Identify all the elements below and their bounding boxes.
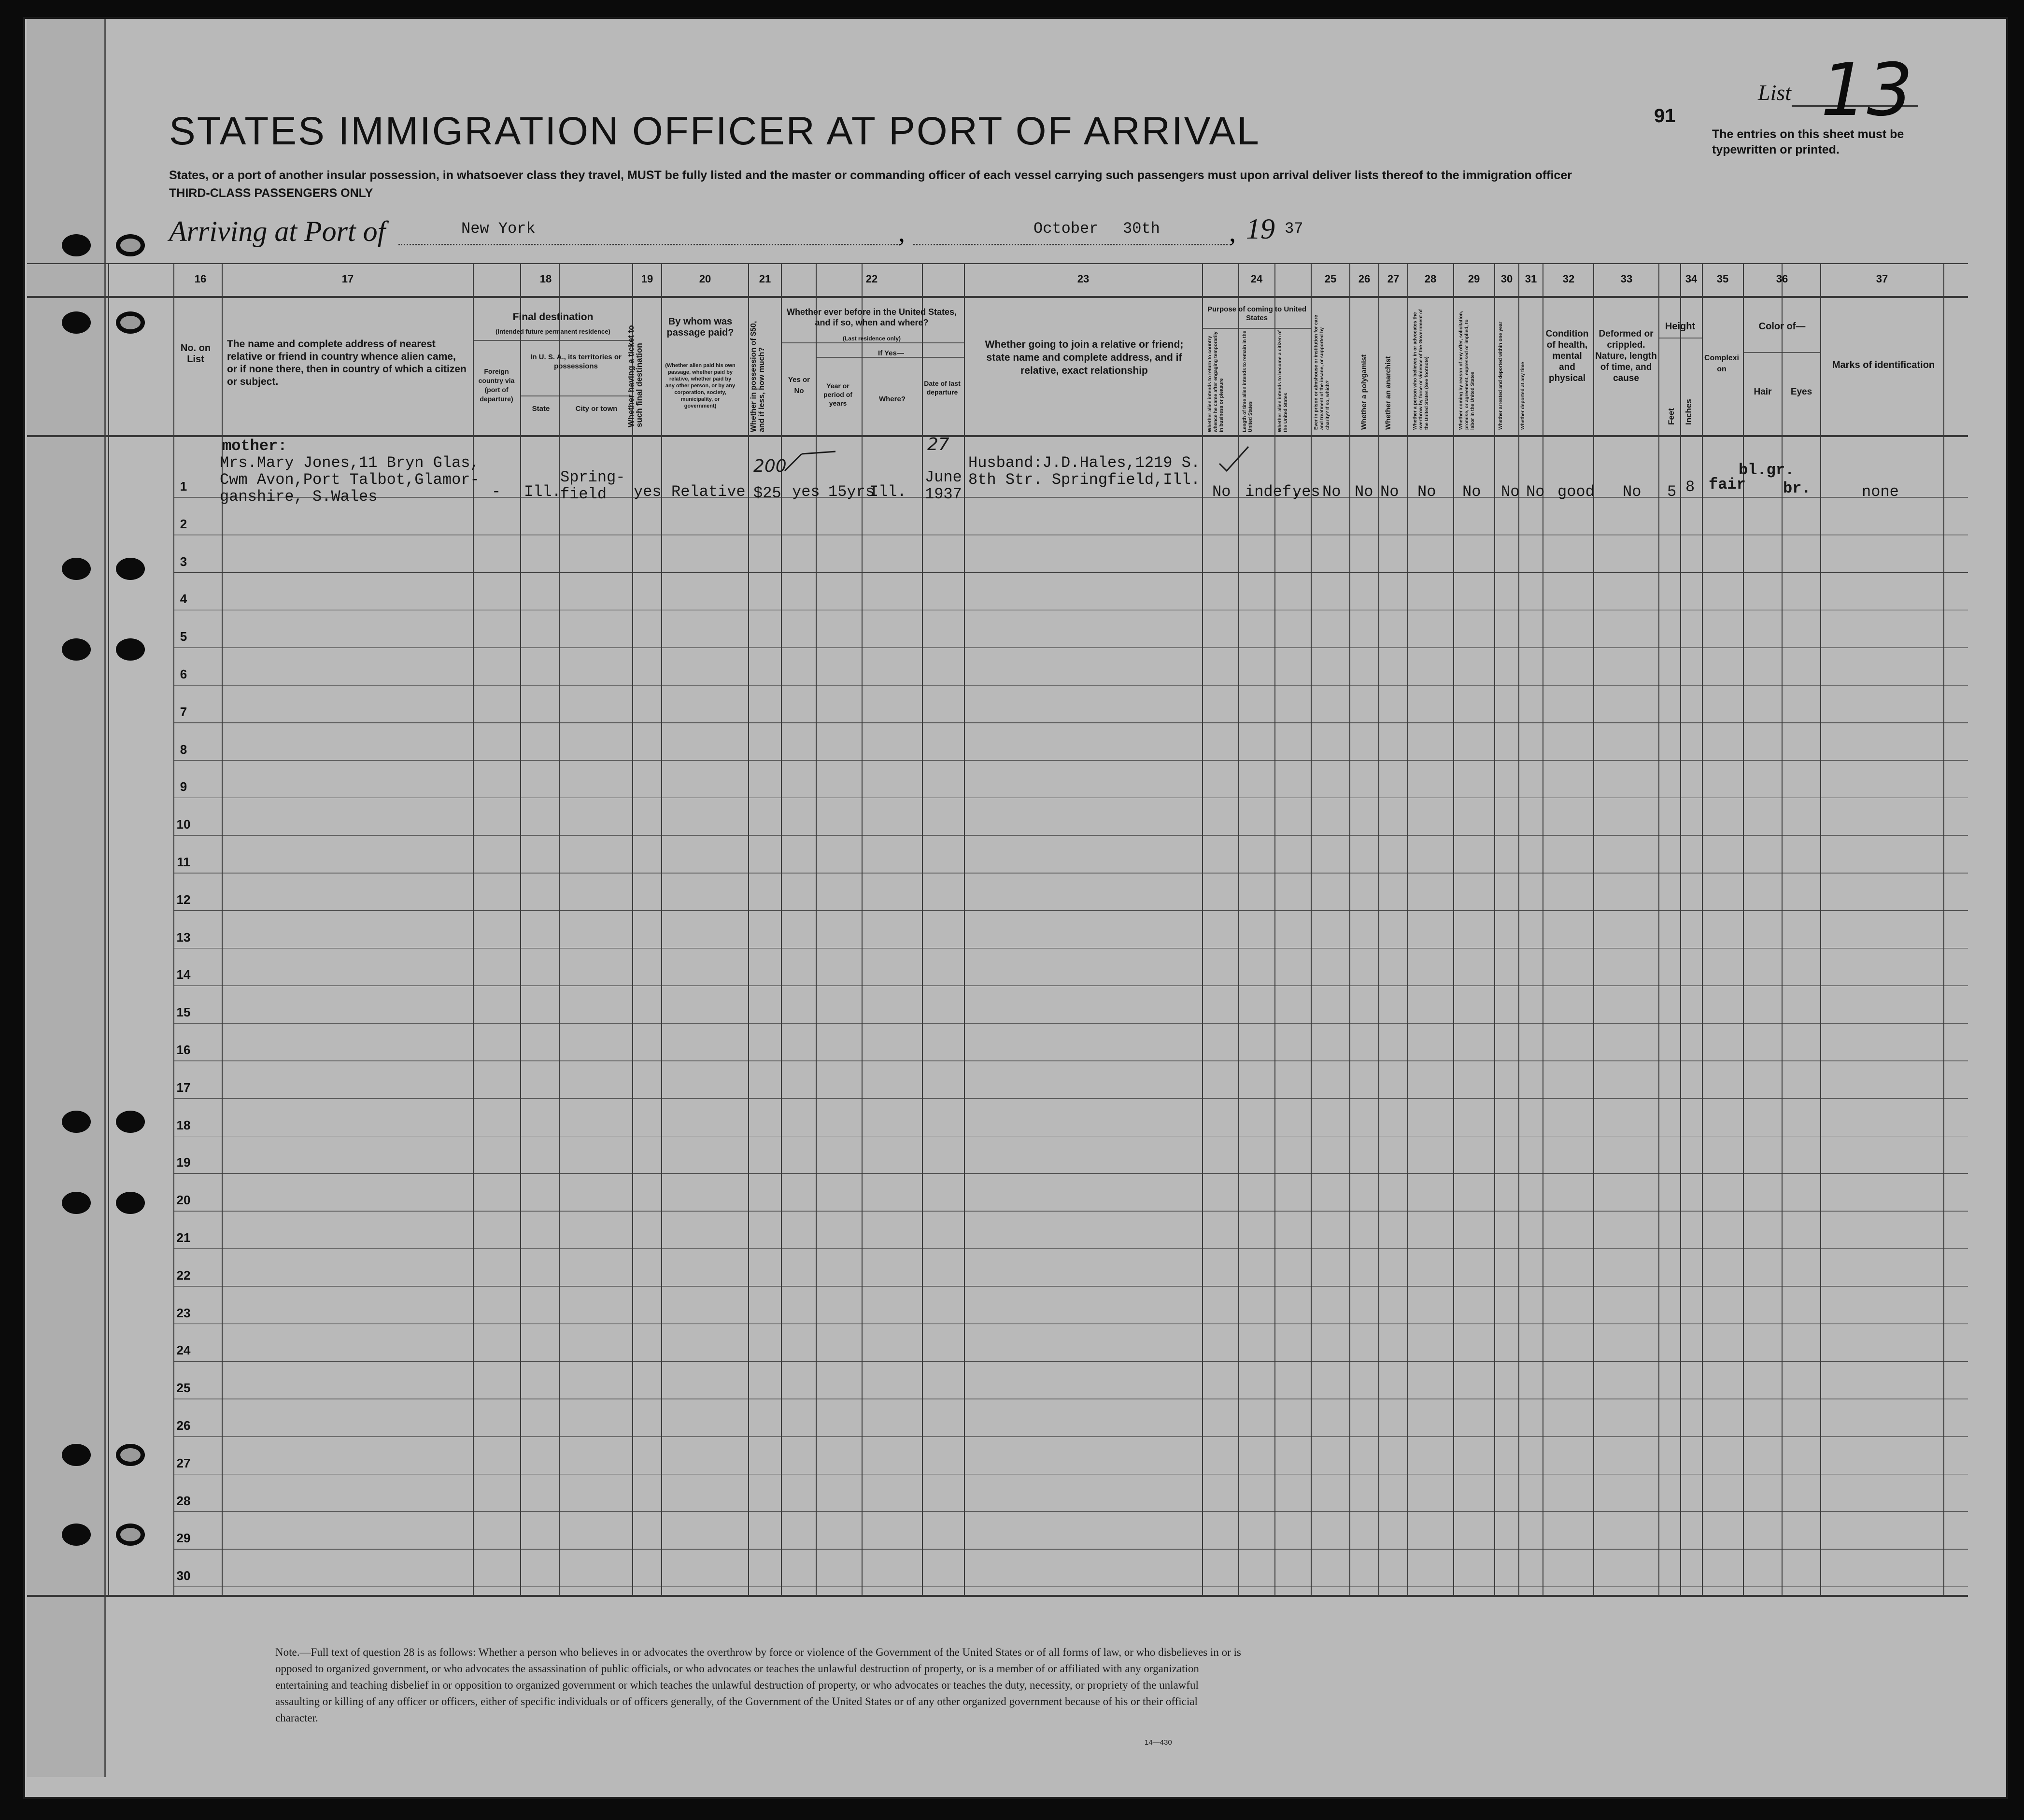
relative-address-line2: Cwm Avon,Port Talbot,Glamor- <box>220 471 480 489</box>
header-col31: Whether deported at any time <box>1520 362 1526 430</box>
city-value-line1: Spring- <box>560 468 625 486</box>
row-number: 18 <box>176 1117 191 1132</box>
page-title: STATES IMMIGRATION OFFICER AT PORT OF ARRIVAL <box>169 109 1260 153</box>
row-number: 29 <box>176 1531 191 1546</box>
header-col18-usa: In U. S. A., its territories or possessions <box>530 353 622 370</box>
header-col37: Marks of identification <box>1832 360 1935 370</box>
row-number: 12 <box>176 892 191 907</box>
row-number: 8 <box>180 742 187 757</box>
column-number: 21 <box>759 273 771 285</box>
header-col30: Whether arrested and deported within one year <box>1498 322 1503 430</box>
column-number: 18 <box>539 273 552 285</box>
binder-hole <box>62 234 91 256</box>
health-value: good <box>1557 483 1595 501</box>
header-col24-b: Length of time alien intends to remain in the United States <box>1242 330 1253 432</box>
contract-labor-value: No <box>1462 483 1481 501</box>
row-number: 27 <box>176 1455 191 1470</box>
binder-hole <box>116 234 145 256</box>
state-value: Ill. <box>524 483 561 501</box>
header-col36-eyes: Eyes <box>1790 387 1812 397</box>
overthrow-value: No <box>1417 483 1436 501</box>
row-number: 21 <box>176 1230 191 1245</box>
deported-1yr-value: No <box>1501 483 1520 501</box>
column-number: 29 <box>1468 273 1480 285</box>
comma: , <box>1229 218 1236 248</box>
column-number: 34 <box>1685 273 1698 285</box>
typewritten-note: The entries on this sheet must be typewritten or printed. <box>1712 127 1904 156</box>
marks-value: none <box>1862 483 1899 501</box>
header-col24-c: Whether alien intends to become a citizen of the United States <box>1277 330 1288 432</box>
header-col36: Color of— <box>1758 321 1806 332</box>
departure-day-handwritten: 27 <box>927 435 949 454</box>
column-number: 23 <box>1077 273 1090 285</box>
header-col24: Purpose of coming to United States <box>1207 305 1306 322</box>
form-code: 14—430 <box>1145 1738 1172 1747</box>
complexion-value: fair <box>1709 476 1746 494</box>
checkmark <box>782 449 840 478</box>
relative-label: mother: <box>222 437 287 455</box>
checkmark <box>1217 444 1251 473</box>
return-value: No <box>1212 483 1231 501</box>
row-number: 14 <box>176 967 191 982</box>
header-col22-ifyes: If Yes— <box>878 349 904 357</box>
header-col29: Whether coming by reason of any offer, solicitation, promise, or agreement, expressed or implied, to labor in the United States <box>1458 310 1475 430</box>
deported-value: No <box>1526 483 1545 501</box>
footnote: Note.—Full text of question 28 is as follows: Whether a person who believes in or advocates the overthrow by force or violence of the Government of the United States or of all forms of law, or who disbelieves in or is opposed to organized government, or who advocates the assassination of public officials, or who advocates or teaches the unlawful destruction of property, or is a member of or affiliated with any organization entertaining and teaching disbelief in or opposition to organized government or which teaches the unlawful destruction of property, or who advocates or teaches the duty, necessity, or propriety of the unlawful assaulting or killing of any officer or officers, either of specific individuals or of officers generally, of the Government of the United States or of any other organized government because of his or their official character. <box>275 1646 1241 1724</box>
joining-line2: 8th Str. Springfield,Ill. <box>968 471 1201 489</box>
sheet-number: 91 <box>1654 105 1676 127</box>
column-number: 35 <box>1716 273 1729 285</box>
header-col18-city: City or town <box>575 405 618 413</box>
arriving-label: Arriving at Port of <box>169 215 386 247</box>
column-number: 17 <box>341 273 354 285</box>
joining-line1: Husband:J.D.Hales,1219 S. <box>968 454 1201 472</box>
departure-month-value: June <box>925 468 962 486</box>
row-number: 1 <box>180 479 187 494</box>
row-number: 30 <box>176 1568 191 1583</box>
header-col32: Condition of health, mental and physical <box>1545 329 1589 383</box>
day-value: 30th <box>1123 220 1160 238</box>
row-number: 22 <box>176 1268 191 1283</box>
row-number: 7 <box>180 704 187 719</box>
inches-value: 8 <box>1685 478 1695 496</box>
row-number: 24 <box>176 1343 191 1358</box>
row-number: 10 <box>176 817 191 832</box>
eyes-value: br. <box>1783 480 1811 497</box>
header-col36-hair: Hair <box>1754 387 1772 397</box>
row-number: 25 <box>176 1381 191 1396</box>
row-number: 11 <box>177 854 190 869</box>
row-number: 20 <box>176 1193 191 1208</box>
header-col26: Whether a polygamist <box>1360 354 1368 430</box>
column-number: 20 <box>699 273 711 285</box>
foreign-country-value: - <box>492 483 501 501</box>
year-prefix: 19 <box>1246 213 1275 245</box>
header-col21: Whether in possession of $50, and if less, how much? <box>750 321 766 432</box>
feet-value: 5 <box>1667 483 1677 501</box>
header-col18-state: State <box>532 405 550 413</box>
header-col20: By whom was passage paid? <box>666 316 734 338</box>
column-number: 24 <box>1250 273 1263 285</box>
row-number: 26 <box>176 1418 191 1433</box>
header-col33: Deformed or crippled. Nature, length of time, and cause <box>1595 329 1657 383</box>
header-col20-sub: (Whether alien paid his own passage, whether paid by relative, whether paid by any other person, or by any corporation, society, municipality, or government) <box>665 363 736 409</box>
money-handwritten: 200 <box>753 456 787 476</box>
column-number: 25 <box>1324 273 1337 285</box>
column-number: 33 <box>1620 273 1633 285</box>
month-value: October <box>1033 220 1099 238</box>
row-number: 13 <box>176 930 191 945</box>
port-value: New York <box>461 220 536 238</box>
column-number: 36 <box>1776 273 1788 285</box>
row-number: 17 <box>176 1080 191 1095</box>
ticket-value: yes <box>634 483 662 501</box>
header-col34: Height <box>1665 321 1696 332</box>
header-col34-inches: Inches <box>1684 399 1693 425</box>
row-number: 19 <box>176 1155 191 1170</box>
column-number: 16 <box>194 273 207 285</box>
row-number: 23 <box>176 1305 191 1320</box>
column-number: 37 <box>1876 273 1888 285</box>
stay-length-value: indef. <box>1245 483 1301 501</box>
deformed-value: No <box>1623 483 1642 501</box>
column-number: 31 <box>1525 273 1537 285</box>
column-number: 26 <box>1358 273 1371 285</box>
column-number: 22 <box>865 273 878 285</box>
money-value: $25 <box>753 484 781 502</box>
hair-value: bl.gr. <box>1739 461 1795 479</box>
column-number: 27 <box>1387 273 1400 285</box>
departure-year-value: 1937 <box>925 485 962 503</box>
year-suffix: 37 <box>1285 220 1303 238</box>
header-col18-foreign: Foreign country via (port of departure) <box>478 367 515 403</box>
city-value-line2: field <box>560 485 607 503</box>
header-col17: The name and complete address of nearest relative or friend in country whence alien came, or if none there, then in country of which a citizen or subject. <box>227 339 467 387</box>
instruction-text: States, or a port of another insular possession, in whatsoever class they travel, MUST be fully listed and the master or commanding officer of each vessel carrying such passengers must upon arrival deliver lists thereof to the immigration officer <box>169 169 1572 182</box>
header-col25: Ever in prison or almshouse or institution for care and treatment of the insane, or supported by charity? If so, which? <box>1314 315 1330 430</box>
column-number: 32 <box>1562 273 1575 285</box>
header-col28: Whether a person who believes in or advocates the overthrow by force or violence of the Government of the United States (See footnote) <box>1413 309 1430 430</box>
row-number: 9 <box>180 779 187 794</box>
instructions <box>169 167 1642 202</box>
polygamist-value: No <box>1355 483 1373 501</box>
row-number: 6 <box>180 666 187 681</box>
header-col19: Whether having a ticket to such final destination <box>626 325 644 427</box>
period-value: 15yrs <box>828 483 875 501</box>
row-number: 4 <box>180 592 187 607</box>
row-number: 28 <box>176 1493 191 1508</box>
header-col35: Complexion <box>1704 354 1739 373</box>
header-col34-feet: Feet <box>1667 408 1676 425</box>
list-number: 13 <box>1821 48 1913 132</box>
header-col18: Final destination <box>512 311 594 323</box>
header-col22: Whether ever before in the United States, and if so, when and where? <box>786 307 957 327</box>
header-col27: Whether an anarchist <box>1384 356 1392 430</box>
header-col22-date: Date of last departure <box>924 380 961 396</box>
row-number: 16 <box>176 1042 191 1057</box>
header-col18-sub: (Intended future permanent residence) <box>495 328 610 335</box>
list-label: List <box>1758 80 1792 105</box>
row-number: 5 <box>180 629 187 644</box>
header-col22-yesno: Yes or No <box>788 376 810 395</box>
header-col22-sub: (Last residence only) <box>842 335 901 342</box>
column-number: 19 <box>641 273 653 285</box>
header-col23: Whether going to join a relative or friend; state name and complete address, and if relative, exact relationship <box>985 339 1184 376</box>
row-number: 3 <box>180 554 187 569</box>
header-col24-a: Whether alien intends to return to country whence he came after engaging temporarily in business or pleasure <box>1207 331 1224 432</box>
anarchist-value: No <box>1380 483 1399 501</box>
column-number: 30 <box>1500 273 1513 285</box>
relative-address-line3: ganshire, S.Wales <box>220 488 378 506</box>
before-in-us-value: yes <box>792 483 820 501</box>
citizen-value: yes <box>1292 483 1320 501</box>
column-number: 28 <box>1424 273 1437 285</box>
prison-value: No <box>1322 483 1341 501</box>
header-no-on-list: No. on List <box>180 343 211 365</box>
relative-address-line1: Mrs.Mary Jones,11 Bryn Glas, <box>220 454 480 472</box>
row-number: 15 <box>176 1005 191 1020</box>
where-value: Ill. <box>869 483 906 501</box>
class-line: THIRD-CLASS PASSENGERS ONLY <box>169 186 373 200</box>
header-col22-year: Year or period of years <box>823 382 852 407</box>
header-col22-where: Where? <box>878 395 906 403</box>
passage-paid-value: Relative <box>671 483 746 501</box>
comma: , <box>898 218 905 248</box>
row-number: 2 <box>180 516 187 531</box>
